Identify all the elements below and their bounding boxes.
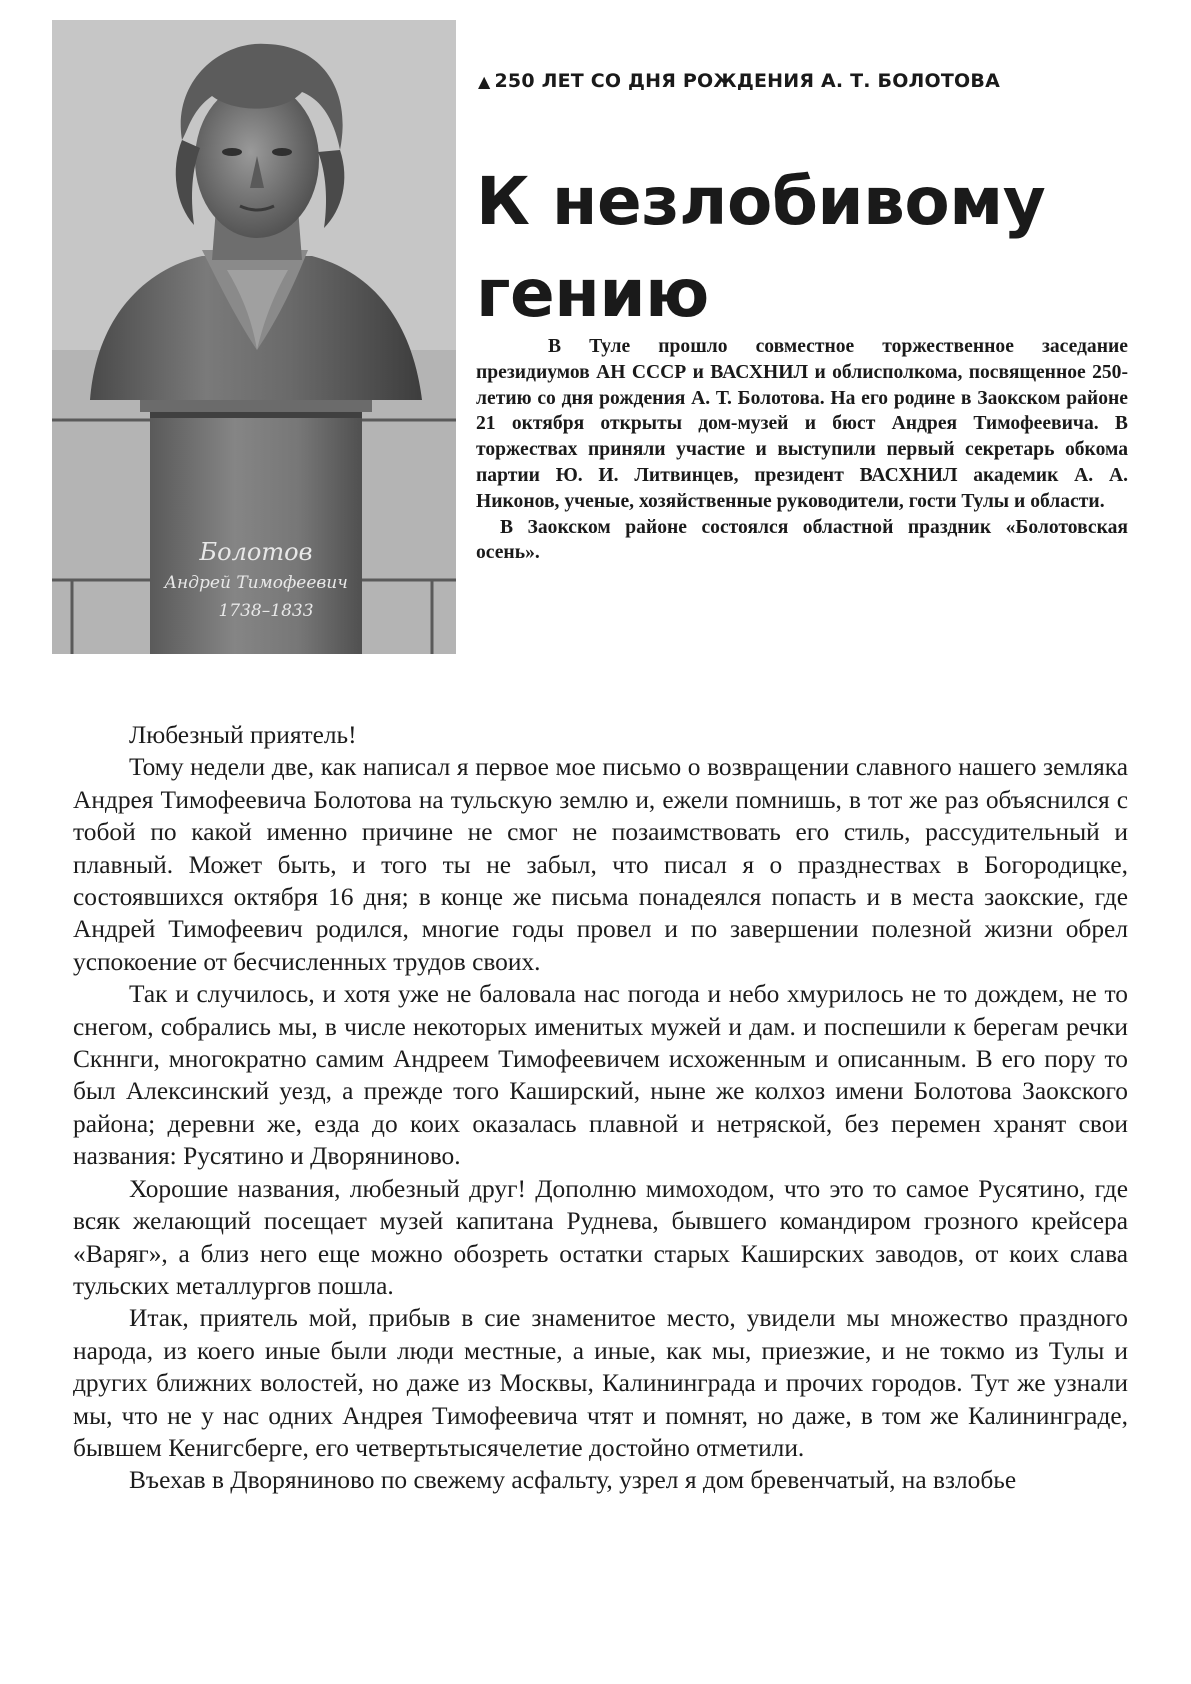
headline-line1: К незлобивому xyxy=(476,163,1046,240)
body-paragraph-3: Хорошие названия, любезный друг! Дополню мимоходом, что это то самое Русятино, где всяк желающий посещает музей капитана Руднева, бывшего командиром грозного крейсера «Варяг», а близ него еще можно обозреть остатки старых Каширских заводов, от коих слава тульских металлургов пошла. xyxy=(73,1174,1128,1300)
body-paragraph-2: Так и случилось, и хотя уже не баловала нас погода и небо хмурилось не то дождем, не то снегом, собрались мы, в числе некоторых именитых мужей и дам. и поспешили к берегам речки Скннги, многократно самим Андреем Тимофеевичем исхоженным и описанным. В его пору то был Алексинский уезд, а прежде того Каширский, ныне же колхоз имени Болотова Заокского района; деревни же, езда до коих оказалась плавной и нетряской, без перемен хранят свои названия: Русятино и Дворяниново. xyxy=(73,980,1128,1171)
article-lead xyxy=(476,334,1128,566)
photo-caption-line1: Болотов xyxy=(199,538,313,566)
body-paragraph-1: Тому недели две, как написал я первое мое письмо о возвращении славного нашего земляка Андрея Тимофеевича Болотова на тульскую землю и, ежели помнишь, в тот же раз объяснился с тобой по какой именно причине не смог не позаимствовать его стиль, рассудительный и плавный. Может быть, и того ты не забыл, что писал я о празднествах в Богородицке, состоявшихся октября 16 дня; в конце же письма понадеялся попасть и в места заокские, где Андрей Тимофеевич родился, многие годы провел и по завершении полезной жизни обрел успокоение от бесчисленных трудов своих. xyxy=(73,753,1128,976)
article-body xyxy=(73,719,1128,1497)
article-headline xyxy=(476,156,1136,340)
headline-line2: гению xyxy=(476,255,709,332)
triangle-icon: ▲ xyxy=(478,72,491,91)
lead-paragraph-1: В Туле прошло совместное торжественное заседание президиумов АН СССР и ВАСХНИЛ и облисполкома, посвященное 250-летию со дня рождения А. Т. Болотова. На его родине в Заокском районе 21 октября открыты дом-музей и бюст Андрея Тимофеевича. В торжествах приняли участие и выступили первый секретарь обкома партии Ю. И. Литвинцев, президент ВАСХНИЛ академик А. А. Никонов, ученые, хозяйственные руководители, гости Тулы и области. xyxy=(476,336,1128,512)
rubric-text: 250 ЛЕТ СО ДНЯ РОЖДЕНИЯ А. Т. БОЛОТОВА xyxy=(494,70,1000,92)
body-greeting: Любезный приятель! xyxy=(129,721,357,749)
bust-illustration xyxy=(52,20,456,654)
photo-caption-line3: 1738–1833 xyxy=(218,601,314,621)
body-paragraph-4: Итак, приятель мой, прибыв в сие знаменитое место, увидели мы множество праздного народа, из коего иные были люди местные, а иные, как мы, приезжие, и не токмо из Тулы и других ближних волостей, но даже из Москвы, Калининграда и прочих городов. Тут же узнали мы, что не у нас одних Андрея Тимофеевича чтят и помнят, но даже, в том же Калининграде, бывшем Кенигсберге, его четвертьтысячелетие достойно отметили. xyxy=(73,1304,1128,1462)
bust-photo xyxy=(52,20,456,654)
lead-paragraph-2: В Заокском районе состоялся областной праздник «Болотовская осень». xyxy=(476,516,1128,564)
rubric xyxy=(478,70,1000,92)
body-paragraph-5: Въехав в Дворяниново по свежему асфальту, узрел я дом бревенчатый, на взлобье xyxy=(129,1466,1017,1495)
photo-caption-line2: Андрей Тимофеевич xyxy=(164,573,348,593)
